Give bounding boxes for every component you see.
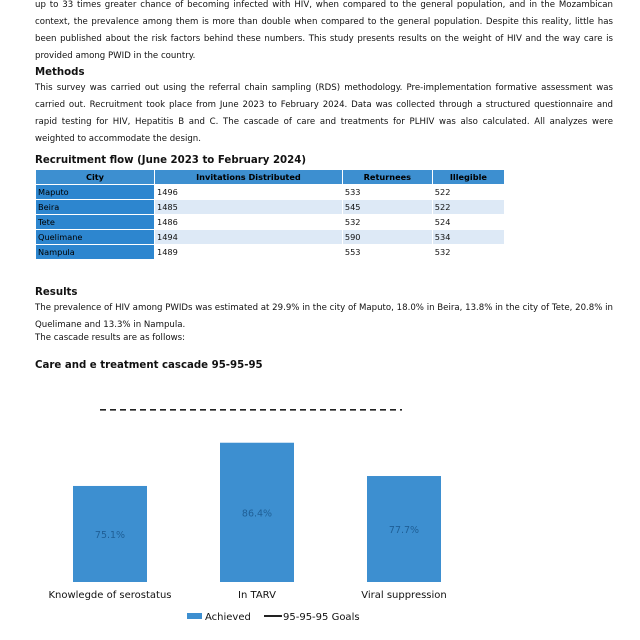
illegible-cell: 532 — [432, 245, 504, 260]
column-header-city: City — [36, 170, 155, 185]
table-header-row — [36, 170, 505, 185]
bar-value-label: 75.1% — [94, 529, 126, 541]
city-cell: Tete — [36, 215, 155, 230]
city-cell: Beira — [36, 200, 155, 215]
table-row — [36, 230, 505, 245]
table-row — [36, 185, 505, 200]
invitations-cell: 1496 — [155, 185, 343, 200]
bar-value-label: 77.7% — [388, 525, 420, 537]
returnees-cell: 545 — [342, 200, 432, 215]
illegible-cell: 524 — [432, 215, 504, 230]
invitations-cell: 1489 — [155, 245, 343, 260]
methods-heading: Methods — [35, 67, 85, 78]
illegible-cell: 522 — [432, 185, 504, 200]
category-label: Knowlegde of serostatus — [48, 590, 172, 601]
city-cell: Nampula — [36, 245, 155, 260]
cascade-intro-text: The cascade results are as follows: — [35, 333, 185, 343]
recruitment-table-title: Recruitment flow (June 2023 to February 2024) — [35, 155, 306, 166]
illegible-cell: 522 — [432, 200, 504, 215]
category-label: In TARV — [238, 590, 276, 601]
returnees-cell: 590 — [342, 230, 432, 245]
returnees-cell: 553 — [342, 245, 432, 260]
table-row — [36, 200, 505, 215]
city-cell: Quelimane — [36, 230, 155, 245]
legend-goal-label: 95-95-95 Goals — [283, 612, 360, 623]
legend-achieved-swatch — [187, 613, 202, 619]
returnees-cell: 533 — [342, 185, 432, 200]
chart-title: Care and e treatment cascade 95-95-95 — [35, 360, 263, 371]
results-heading: Results — [35, 287, 78, 298]
invitations-cell: 1485 — [155, 200, 343, 215]
recruitment-table — [35, 169, 505, 260]
illegible-cell: 534 — [432, 230, 504, 245]
column-header-returnees: Returnees — [342, 170, 432, 185]
column-header-illegible: Illegible — [432, 170, 504, 185]
results-paragraph: The prevalence of HIV among PWIDs was estimated at 29.9% in the city of Maputo, 18.0% in Beira, 13.8% in the city of Tete, 20.8% in Quelimane and 13.3% in Nampula. — [35, 303, 613, 330]
methods-paragraph: This survey was carried out using the referral chain sampling (RDS) methodology. Pre-implementation formative assessment was carried out. Recruitment took place from June 2023 to February 2024. Data was collected through a structured questionnaire and rapid testing for HIV, Hepatitis B and C. The cascade of care and treatments for PLHIV was also calculated. All analyzes were weighted to accommodate the design. — [35, 83, 613, 144]
table-row — [36, 245, 505, 260]
invitations-cell: 1494 — [155, 230, 343, 245]
city-cell: Maputo — [36, 185, 155, 200]
returnees-cell: 532 — [342, 215, 432, 230]
legend-achieved-label: Achieved — [205, 612, 251, 623]
column-header-invitations: Invitations Distributed — [155, 170, 343, 185]
cascade-bar-chart — [0, 380, 640, 640]
bar-value-label: 86.4% — [241, 508, 273, 520]
invitations-cell: 1486 — [155, 215, 343, 230]
category-label: Viral suppression — [361, 590, 447, 601]
table-row — [36, 215, 505, 230]
intro-paragraph: up to 33 times greater chance of becoming infected with HIV, when compared to the general population, and in the Mozambican context, the prevalence among them is more than double when compared to the general population. Despite this reality, little has been published about the risk factors behind these numbers. This study presents results on the weight of HIV and the way care is provided among PWID in the country. — [35, 0, 613, 61]
